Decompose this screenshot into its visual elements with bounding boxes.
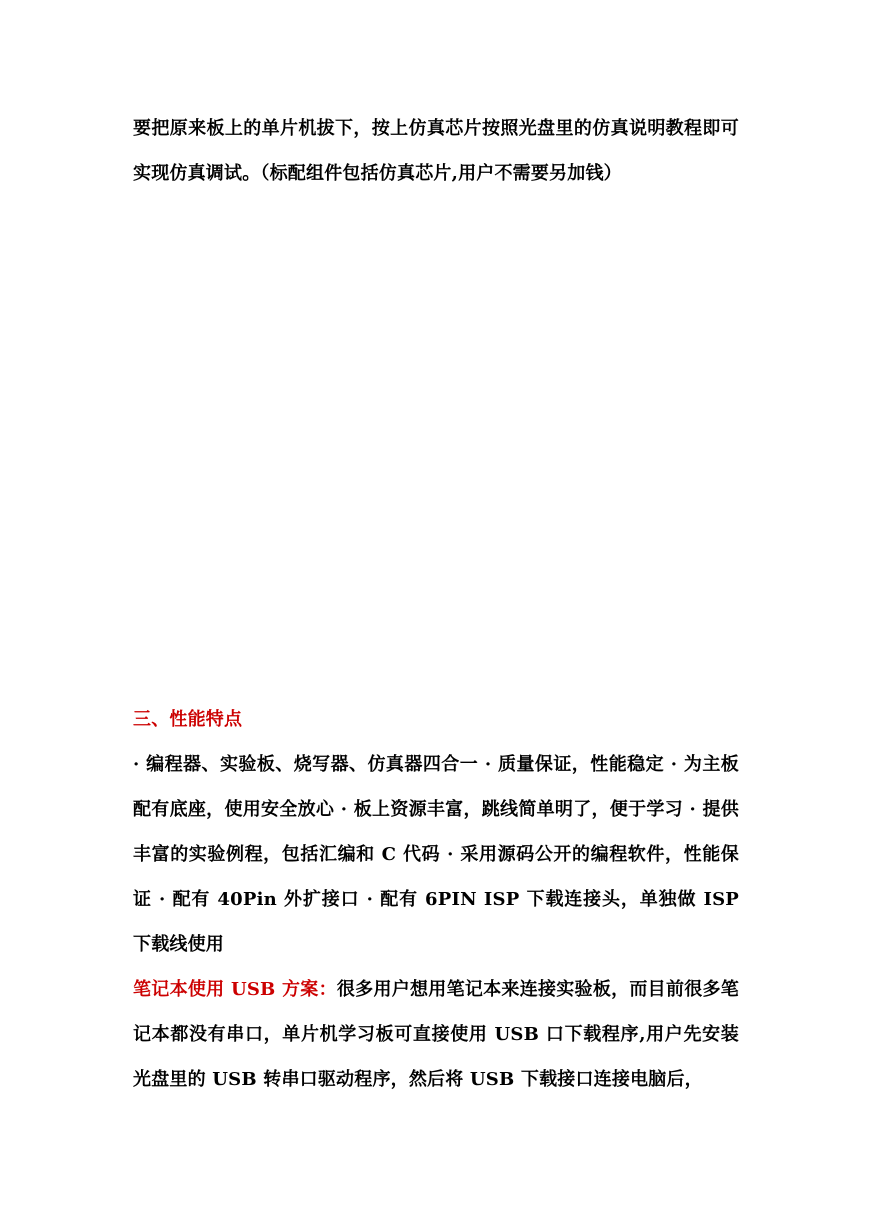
section-heading-text: 三、性能特点: [133, 709, 243, 730]
usb-text: 很多用户想用笔记本来连接实验板，而目前很多笔记本都没有串口，单片机学习板可直接使用 USB 口下载程序,用户先安装光盘里的 USB 转串口驱动程序，然后将 USB 下载接口连接电脑后，: [133, 979, 739, 1090]
intro-text: 要把原来板上的单片机拔下，按上仿真芯片按照光盘里的仿真说明教程即可实现仿真调试。（标配组件包括仿真芯片,用户不需要另加钱）: [133, 118, 739, 184]
section-heading: [133, 697, 739, 742]
usb-label: 笔记本使用 USB 方案：: [133, 979, 337, 1000]
usb-paragraph: [133, 967, 739, 1102]
features-text: · 编程器、实验板、烧写器、仿真器四合一 · 质量保证，性能稳定 · 为主板配有底座，使用安全放心 · 板上资源丰富，跳线简单明了，便于学习 · 提供丰富的实验例程，包括汇编和 C 代码 · 采用源码公开的编程软件，性能保证 · 配有 40Pin 外扩接口 · 配有 6PIN ISP 下载连接头，单独做 ISP 下载线使用: [133, 754, 739, 955]
features-paragraph: [133, 742, 739, 967]
intro-paragraph: [133, 106, 739, 196]
